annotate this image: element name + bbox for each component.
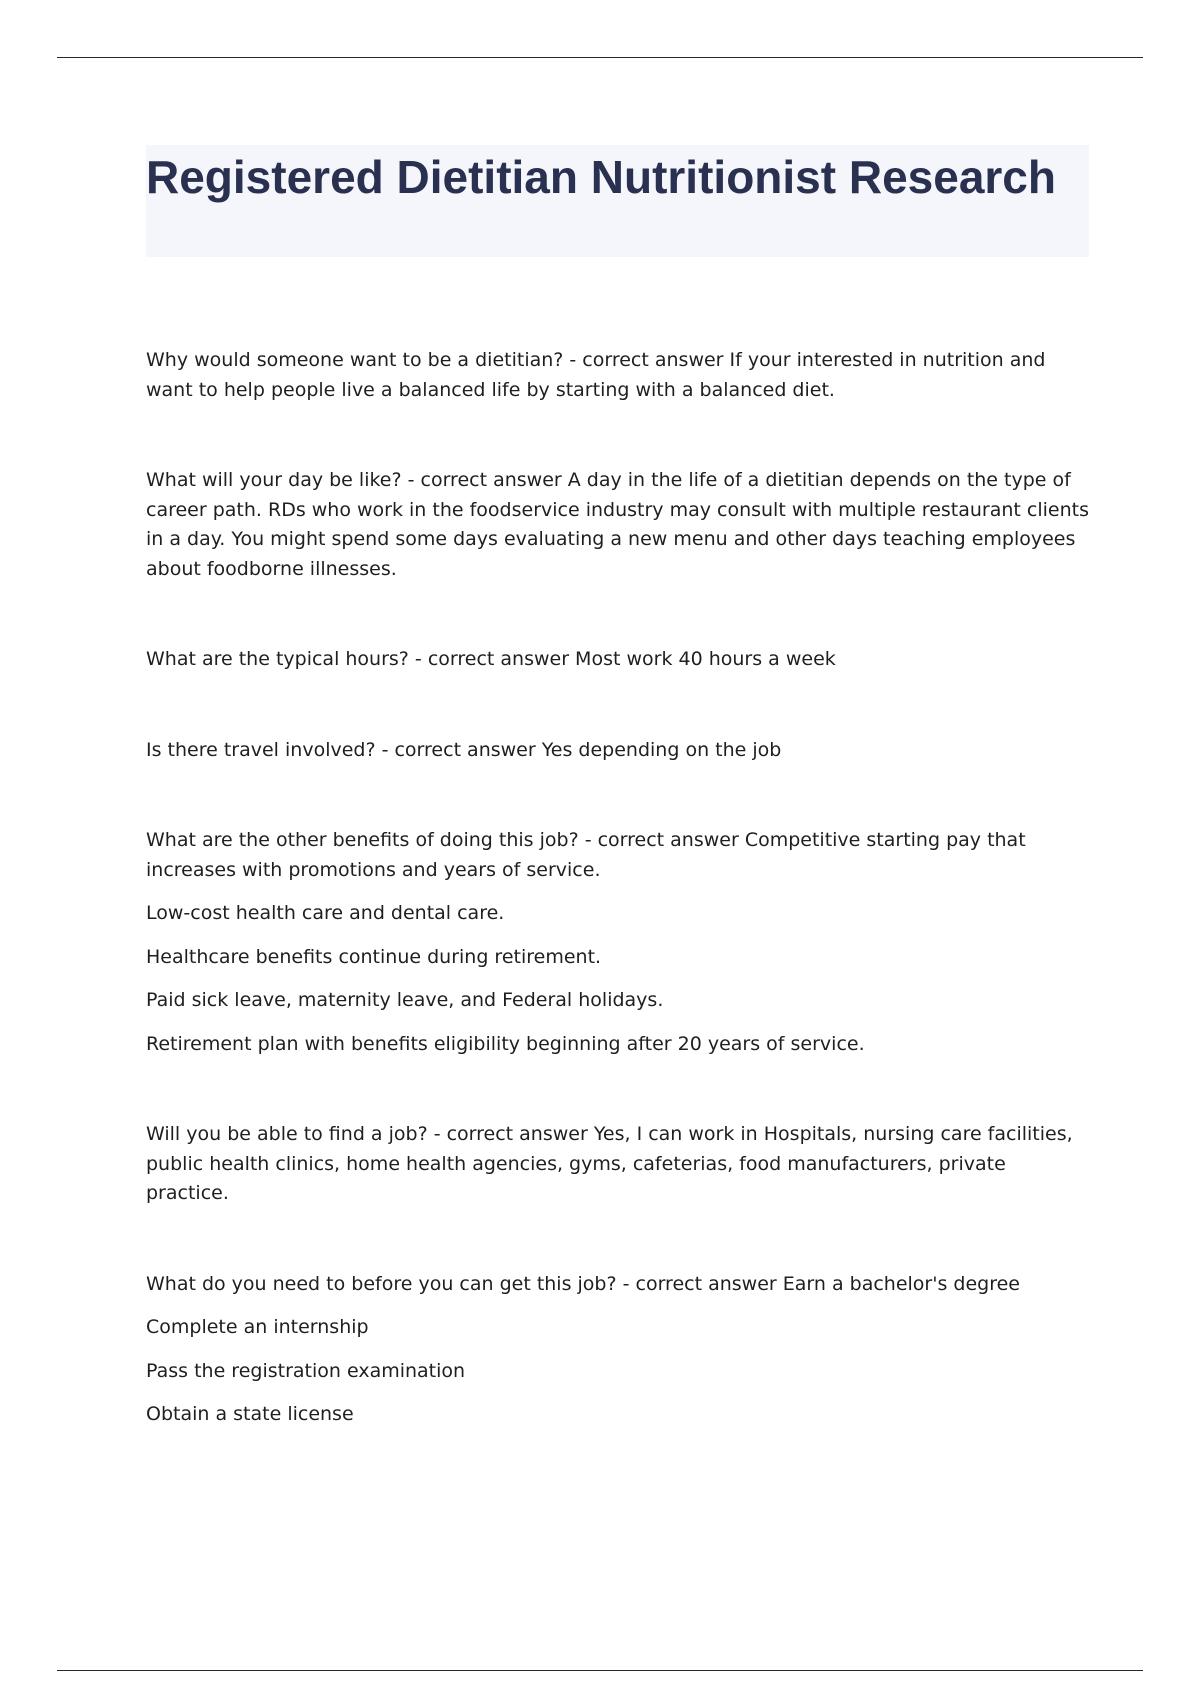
spacer (146, 1059, 1092, 1120)
spacer (146, 405, 1092, 466)
spacer (146, 584, 1092, 645)
benefit-line: Retirement plan with benefits eligibility beginning after 20 years of service. (146, 1032, 865, 1055)
benefit-line: Healthcare benefits continue during retirement. (146, 945, 602, 968)
qa-entry-hours: What are the typical hours? - correct answer Most work 40 hours a week (146, 648, 836, 670)
requirement-line: Pass the registration examination (146, 1359, 466, 1382)
qa-entry-find-job: Will you be able to find a job? - correct answer Yes, I can work in Hospitals, nursing care facilities, public health clinics, home health agencies, gyms, cafeterias, food manufacturers, private practice. (146, 1123, 1073, 1204)
benefit-line: Paid sick leave, maternity leave, and Federal holidays. (146, 989, 664, 1011)
requirement-line: Obtain a state license (146, 1403, 354, 1425)
qa-entry-benefits: What are the other benefits of doing this job? - correct answer Competitive starting pay that increases with promotions and years of service. (146, 829, 1026, 881)
spacer (146, 1209, 1092, 1270)
document-body (146, 346, 1092, 1430)
requirement-line: Complete an internship (146, 1316, 369, 1338)
top-rule (57, 57, 1143, 58)
document-title: Registered Dietitian Nutritionist Research (146, 151, 1056, 203)
spacer (146, 675, 1092, 736)
qa-entry-requirements: What do you need to before you can get this job? - correct answer Earn a bachelor's degree (146, 1272, 1020, 1295)
benefit-line: Low-cost health care and dental care. (146, 902, 505, 924)
bottom-rule (57, 1670, 1143, 1671)
title-banner (146, 145, 1089, 257)
qa-entry-why-dietitian: Why would someone want to be a dietitian? - correct answer If your interested in nutrition and want to help people live a balanced life by starting with a balanced diet. (146, 349, 1046, 401)
qa-entry-travel: Is there travel involved? - correct answer Yes depending on the job (146, 738, 782, 761)
qa-entry-day: What will your day be like? - correct answer A day in the life of a dietitian depends on the type of career path. RDs who work in the foodservice industry may consult with multiple restaurant clients in a day. You might spend some days evaluating a new menu and other days teaching employees about foodborne illnesses. (146, 469, 1089, 580)
spacer (146, 765, 1092, 826)
